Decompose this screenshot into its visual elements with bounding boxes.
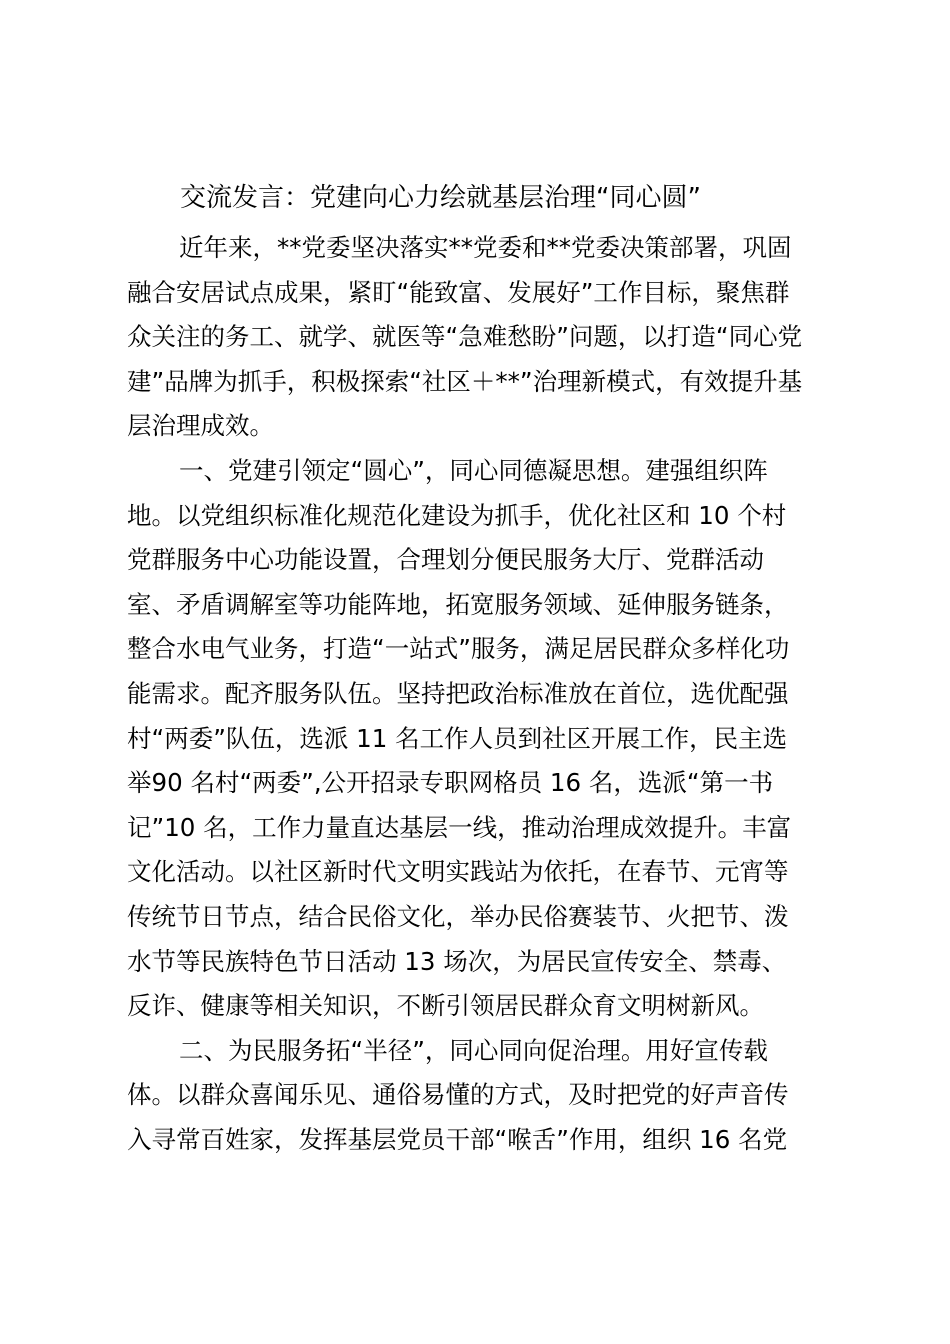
paragraph-1-line-3: 众关注的务工、就学、就医等“急难愁盼”问题，以打造“同心党 [127, 322, 803, 352]
paragraph-2-line-1: 一、党建引领定“圆心”，同心同德凝思想。建强组织阵 [179, 455, 768, 485]
paragraph-2-line-7: 村“两委”队伍，选派 11 名工作人员到社区开展工作，民主选 [127, 723, 788, 753]
document-body [127, 226, 837, 1162]
paragraph-2-line-4: 室、矛盾调解室等功能阵地，拓宽服务领域、延伸服务链条， [127, 589, 789, 619]
paragraph-3-line-1: 二、为民服务拓“半径”，同心同向促治理。用好宣传载 [179, 1035, 768, 1065]
paragraph-3-line-2: 体。以群众喜闻乐见、通俗易懂的方式，及时把党的好声音传 [127, 1080, 789, 1110]
paragraph-2-line-12: 水节等民族特色节日活动 13 场次，为居民宣传安全、禁毒、 [127, 946, 787, 976]
paragraph-1-line-4: 建”品牌为抓手，积极探索“社区＋**”治理新模式，有效提升基 [127, 366, 803, 396]
paragraph-2-line-8: 举90 名村“两委”,公开招录专职网格员 16 名，选派“第一书 [127, 768, 774, 798]
paragraph-2-line-13: 反诈、健康等相关知识，不断引领居民群众育文明树新风。 [127, 991, 764, 1021]
paragraph-2-line-2: 地。以党组织标准化规范化建设为抓手，优化社区和 10 个村 [127, 500, 787, 530]
paragraph-2-line-5: 整合水电气业务，打造“一站式”服务，满足居民群众多样化功 [127, 634, 790, 664]
paragraph-1-line-5: 层治理成效。 [127, 411, 274, 441]
paragraph-1-line-2: 融合安居试点成果，紧盯“能致富、发展好”工作目标，聚焦群 [127, 277, 790, 307]
document-title: 交流发言：党建向心力绘就基层治理“同心圆” [180, 183, 701, 213]
paragraph-2-line-11: 传统节日节点，结合民俗文化，举办民俗赛装节、火把节、泼 [127, 901, 789, 931]
paragraph-2-line-9: 记”10 名，工作力量直达基层一线，推动治理成效提升。丰富 [127, 812, 792, 842]
paragraph-2-line-10: 文化活动。以社区新时代文明实践站为依托，在春节、元宵等 [127, 857, 789, 887]
paragraph-2-line-6: 能需求。配齐服务队伍。坚持把政治标准放在首位，选优配强 [127, 678, 789, 708]
paragraph-1-line-1: 近年来，**党委坚决落实**党委和**党委决策部署，巩固 [179, 233, 792, 262]
paragraph-2-line-3: 党群服务中心功能设置，合理划分便民服务大厅、党群活动 [127, 545, 764, 575]
paragraph-3-line-3: 入寻常百姓家，发挥基层党员干部“喉舌”作用，组织 16 名党 [127, 1124, 788, 1154]
